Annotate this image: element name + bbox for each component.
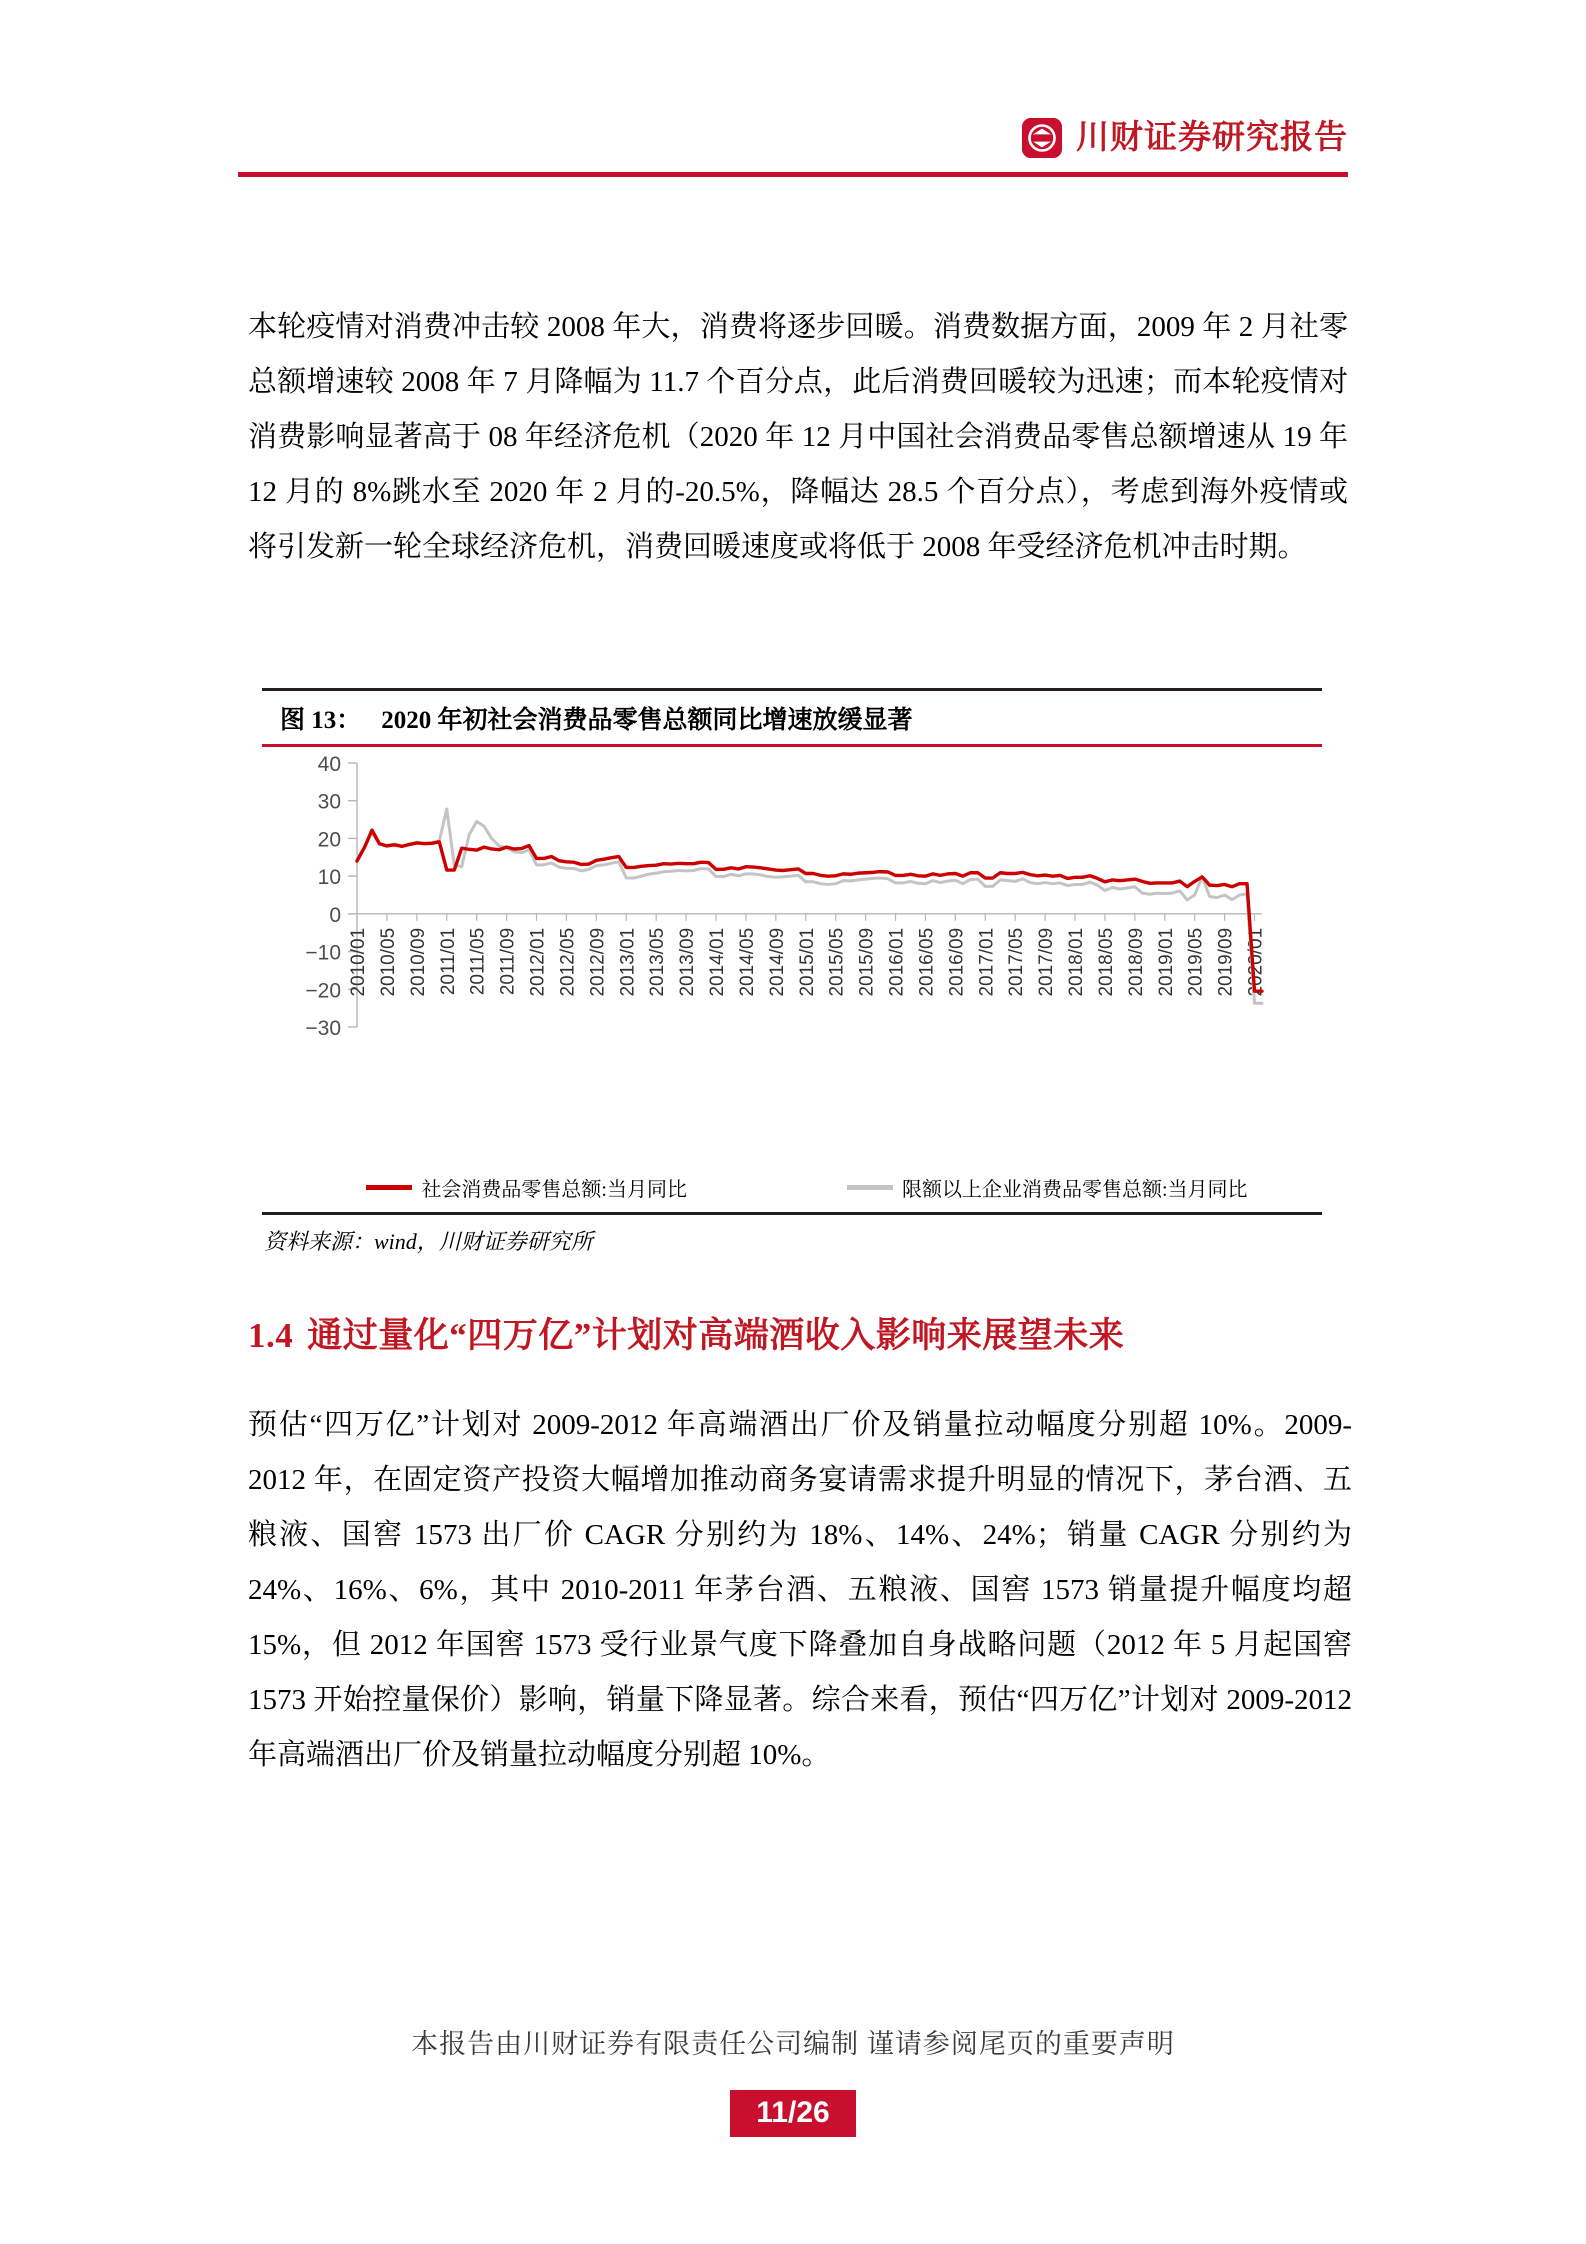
figure-source: 资料来源：wind，川财证券研究所 <box>264 1229 593 1254</box>
section-paragraph-block <box>248 1398 1352 1783</box>
line-chart-svg <box>262 747 1322 1177</box>
svg-text:2013/05: 2013/05 <box>647 927 669 997</box>
svg-text:30: 30 <box>317 790 341 814</box>
svg-text:2013/09: 2013/09 <box>677 927 699 997</box>
svg-text:−30: −30 <box>305 1017 341 1040</box>
svg-text:2018/09: 2018/09 <box>1125 927 1147 997</box>
legend-item-retail-total <box>366 1173 687 1202</box>
section-heading-1-4 <box>248 1308 1358 1358</box>
svg-text:2014/09: 2014/09 <box>766 927 788 997</box>
svg-text:2014/01: 2014/01 <box>707 927 729 997</box>
svg-text:2019/01: 2019/01 <box>1155 927 1177 997</box>
svg-text:2016/05: 2016/05 <box>916 927 938 997</box>
legend-swatch-gray <box>847 1185 893 1190</box>
legend-label-retail-total: 社会消费品零售总额:当月同比 <box>421 1179 687 1201</box>
svg-text:2015/01: 2015/01 <box>796 927 818 997</box>
figure-title: 2020 年初社会消费品零售总额同比增速放缓显著 <box>381 707 913 734</box>
svg-text:0: 0 <box>329 903 341 927</box>
svg-text:2012/05: 2012/05 <box>557 927 579 997</box>
svg-text:2017/01: 2017/01 <box>976 927 998 997</box>
svg-text:2018/01: 2018/01 <box>1066 927 1088 997</box>
svg-text:2011/05: 2011/05 <box>467 927 489 996</box>
svg-text:−20: −20 <box>305 979 341 1003</box>
svg-text:2019/09: 2019/09 <box>1215 927 1237 997</box>
svg-text:2015/09: 2015/09 <box>856 927 878 997</box>
paragraph-1: 本轮疫情对消费冲击较 2008 年大，消费将逐步回暖。消费数据方面，2009 年 2 月社零总额增速较 2008 年 7 月降幅为 11.7 个百分点，此后消费回暖较为迅速；而本轮疫情对消费影响显著高于 08 年经济危机（2020 年 12 月中国社会消费品零售总额增速从 19 年 12 月的 8%跳水至 2020 年 2 月的-20.5%，降幅达 28.5 个百分点），考虑到海外疫情或将引发新一轮全球经济危机，消费回暖速度或将低于 2008 年受经济危机冲击时期。 <box>248 311 1348 563</box>
circular-arrow-logo-icon <box>1022 118 1062 158</box>
figure-caption <box>262 691 1322 744</box>
svg-text:2018/05: 2018/05 <box>1095 927 1117 997</box>
page-badge-container <box>0 2090 1586 2137</box>
svg-text:2010/09: 2010/09 <box>407 927 429 997</box>
page-number-badge: 11/26 <box>730 2090 855 2137</box>
svg-text:2016/09: 2016/09 <box>946 927 968 997</box>
svg-text:2010/05: 2010/05 <box>377 927 399 997</box>
svg-text:2015/05: 2015/05 <box>826 927 848 997</box>
brand-title: 川财证券研究报告 <box>1076 119 1348 156</box>
svg-text:2019/05: 2019/05 <box>1185 927 1207 997</box>
svg-text:2017/09: 2017/09 <box>1036 927 1058 997</box>
figure-number: 图 13： <box>280 707 362 734</box>
svg-text:2012/01: 2012/01 <box>527 927 549 997</box>
footer-disclaimer: 本报告由川财证券有限责任公司编制 谨请参阅尾页的重要声明 <box>411 2029 1175 2059</box>
chart-canvas <box>262 747 1322 1177</box>
section-number: 1.4 <box>248 1316 294 1355</box>
svg-text:40: 40 <box>317 753 341 776</box>
figure-13 <box>262 688 1322 1256</box>
header-divider <box>238 172 1348 177</box>
chart-legend <box>262 1173 1322 1202</box>
legend-label-above-quota: 限额以上企业消费品零售总额:当月同比 <box>902 1179 1248 1201</box>
paragraph-2: 预估“四万亿”计划对 2009-2012 年高端酒出厂价及销量拉动幅度分别超 10%。2009-2012 年，在固定资产投资大幅增加推动商务宴请需求提升明显的情况下，茅台酒、五粮液、国窖 1573 出厂价 CAGR 分别约为 18%、14%、24%；销量 CAGR 分别约为 24%、16%、6%，其中 2010-2011 年茅台酒、五粮液、国窖 1573 销量提升幅度均超 15%，但 2012 年国窖 1573 受行业景气度下降叠加自身战略问题（2012 年 5 月起国窖 1573 开始控量保价）影响，销量下降显著。综合来看，预估“四万亿”计划对 2009-2012 年高端酒出厂价及销量拉动幅度分别超 10%。 <box>248 1409 1352 1771</box>
svg-text:2017/05: 2017/05 <box>1006 927 1028 997</box>
svg-text:20: 20 <box>317 828 341 852</box>
svg-text:2016/01: 2016/01 <box>886 927 908 997</box>
svg-text:2011/01: 2011/01 <box>437 927 459 996</box>
svg-text:2010/01: 2010/01 <box>348 927 369 997</box>
section-title: 通过量化“四万亿”计划对高端酒收入影响来展望未来 <box>307 1316 1125 1355</box>
svg-text:2011/09: 2011/09 <box>497 927 519 996</box>
svg-text:2012/09: 2012/09 <box>587 927 609 997</box>
intro-paragraph-block <box>248 300 1348 575</box>
svg-text:2020/01: 2020/01 <box>1245 927 1267 997</box>
svg-text:2014/05: 2014/05 <box>736 927 758 997</box>
page-header <box>0 0 1586 190</box>
legend-swatch-red <box>366 1185 412 1190</box>
svg-text:2013/01: 2013/01 <box>617 927 639 997</box>
svg-text:10: 10 <box>317 866 341 890</box>
brand-header <box>1022 118 1348 158</box>
svg-text:−10: −10 <box>305 941 341 965</box>
legend-item-above-quota <box>847 1173 1248 1202</box>
